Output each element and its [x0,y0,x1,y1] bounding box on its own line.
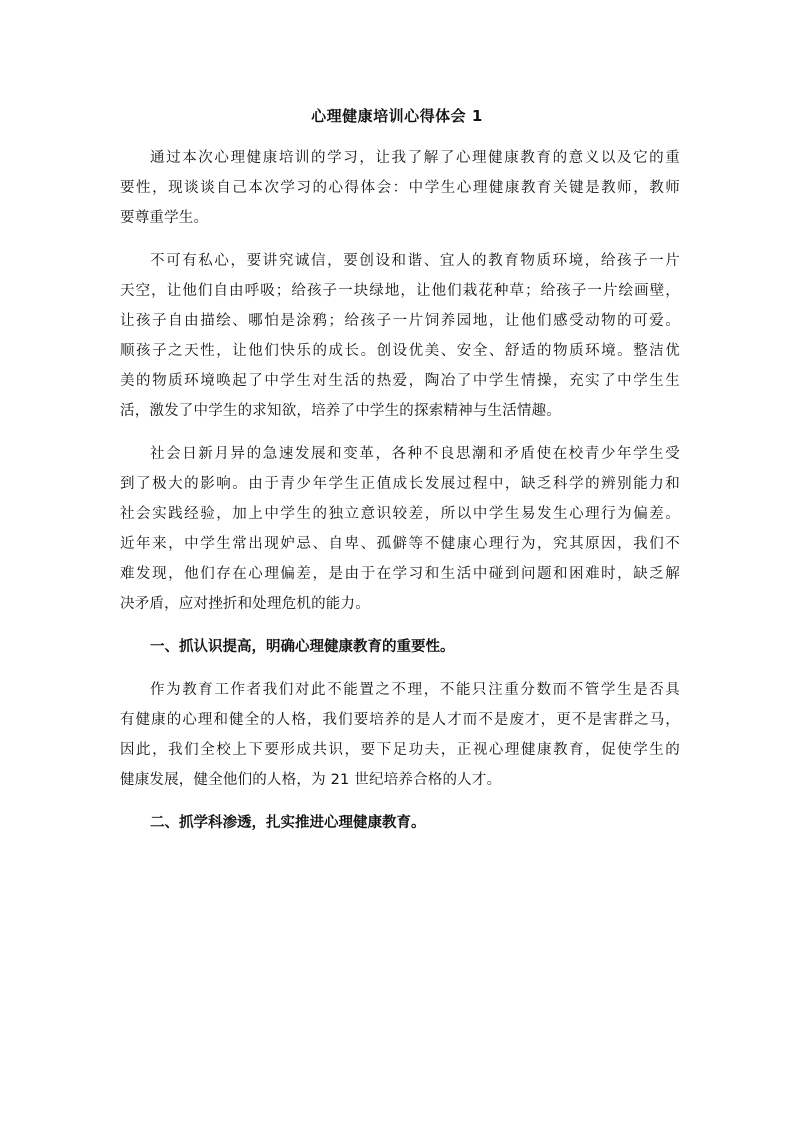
paragraph-gap [120,233,680,246]
paragraph-line: 美的物质环境唤起了中学生对生活的热爱，陶冶了中学生情操，充实了中学生生 [120,373,680,389]
paragraph-gap [120,795,680,808]
paragraph-line: 不可有私心，要讲究诚信，要创设和谐、宜人的教育物质环境，给孩子一片 [150,253,680,269]
paragraph-2 [120,246,680,426]
paragraph-gap [120,662,680,675]
paragraph-4 [120,675,680,795]
section-heading-2: 二、抓学科渗透，扎实推进心理健康教育。 [150,815,426,831]
paragraph-line: 近年来，中学生常出现妒忌、自卑、孤僻等不健康心理行为，究其原因，我们不 [120,536,680,552]
document-body [120,143,680,838]
paragraph-line: 有健康的心理和健全的人格，我们要培养的是人才而不是废才，更不是害群之马， [120,712,680,728]
paragraph-gap [120,619,680,632]
paragraph-line: 到了极大的影响。由于青少年学生正值成长发展过程中，缺乏科学的辨别能力和 [120,476,680,492]
paragraph-line: 要尊重学生。 [120,210,209,226]
paragraph-line: 通过本次心理健康培训的学习，让我了解了心理健康教育的意义以及它的重 [150,150,680,166]
paragraph-line: 决矛盾，应对挫折和处理危机的能力。 [120,596,370,612]
paragraph-line: 社会日新月异的急速发展和变革，各种不良思潮和矛盾使在校青少年学生受 [150,446,680,462]
paragraph-line: 要性，现谈谈自己本次学习的心得体会：中学生心理健康教育关键是教师，教师 [120,180,680,196]
paragraph-line: 难发现，他们存在心理偏差，是由于在学习和生活中碰到问题和困难时，缺乏解 [120,566,680,582]
paragraph-line: 让孩子自由描绘、哪怕是涂鸦；给孩子一片饲养园地，让他们感受动物的可爱。 [120,313,680,329]
paragraph-line: 活，激发了中学生的求知欲，培养了中学生的探索精神与生活情趣。 [120,403,561,419]
document-title: 心理健康培训心得体会 1 [311,107,483,125]
paragraph-line: 因此，我们全校上下要形成共识，要下足功夫，正视心理健康教育，促使学生的 [120,742,680,758]
paragraph-line: 顺孩子之天性，让他们快乐的成长。创设优美、安全、舒适的物质环境。整洁优 [120,343,680,359]
paragraph-line: 社会实践经验，加上中学生的独立意识较差，所以中学生易发生心理行为偏差。 [120,506,680,522]
paragraph-line: 天空，让他们自由呼吸；给孩子一块绿地，让他们栽花种草；给孩子一片绘画壁， [120,283,680,299]
paragraph-line: 健康发展，健全他们的人格，为 21 世纪培养合格的人才。 [120,772,502,788]
paragraph-gap [120,426,680,439]
section-heading-1: 一、抓认识提高，明确心理健康教育的重要性。 [150,639,455,655]
paragraph-1 [120,143,680,233]
paragraph-3 [120,439,680,619]
paragraph-line: 作为教育工作者我们对此不能置之不理，不能只注重分数而不管学生是否具 [150,682,680,698]
